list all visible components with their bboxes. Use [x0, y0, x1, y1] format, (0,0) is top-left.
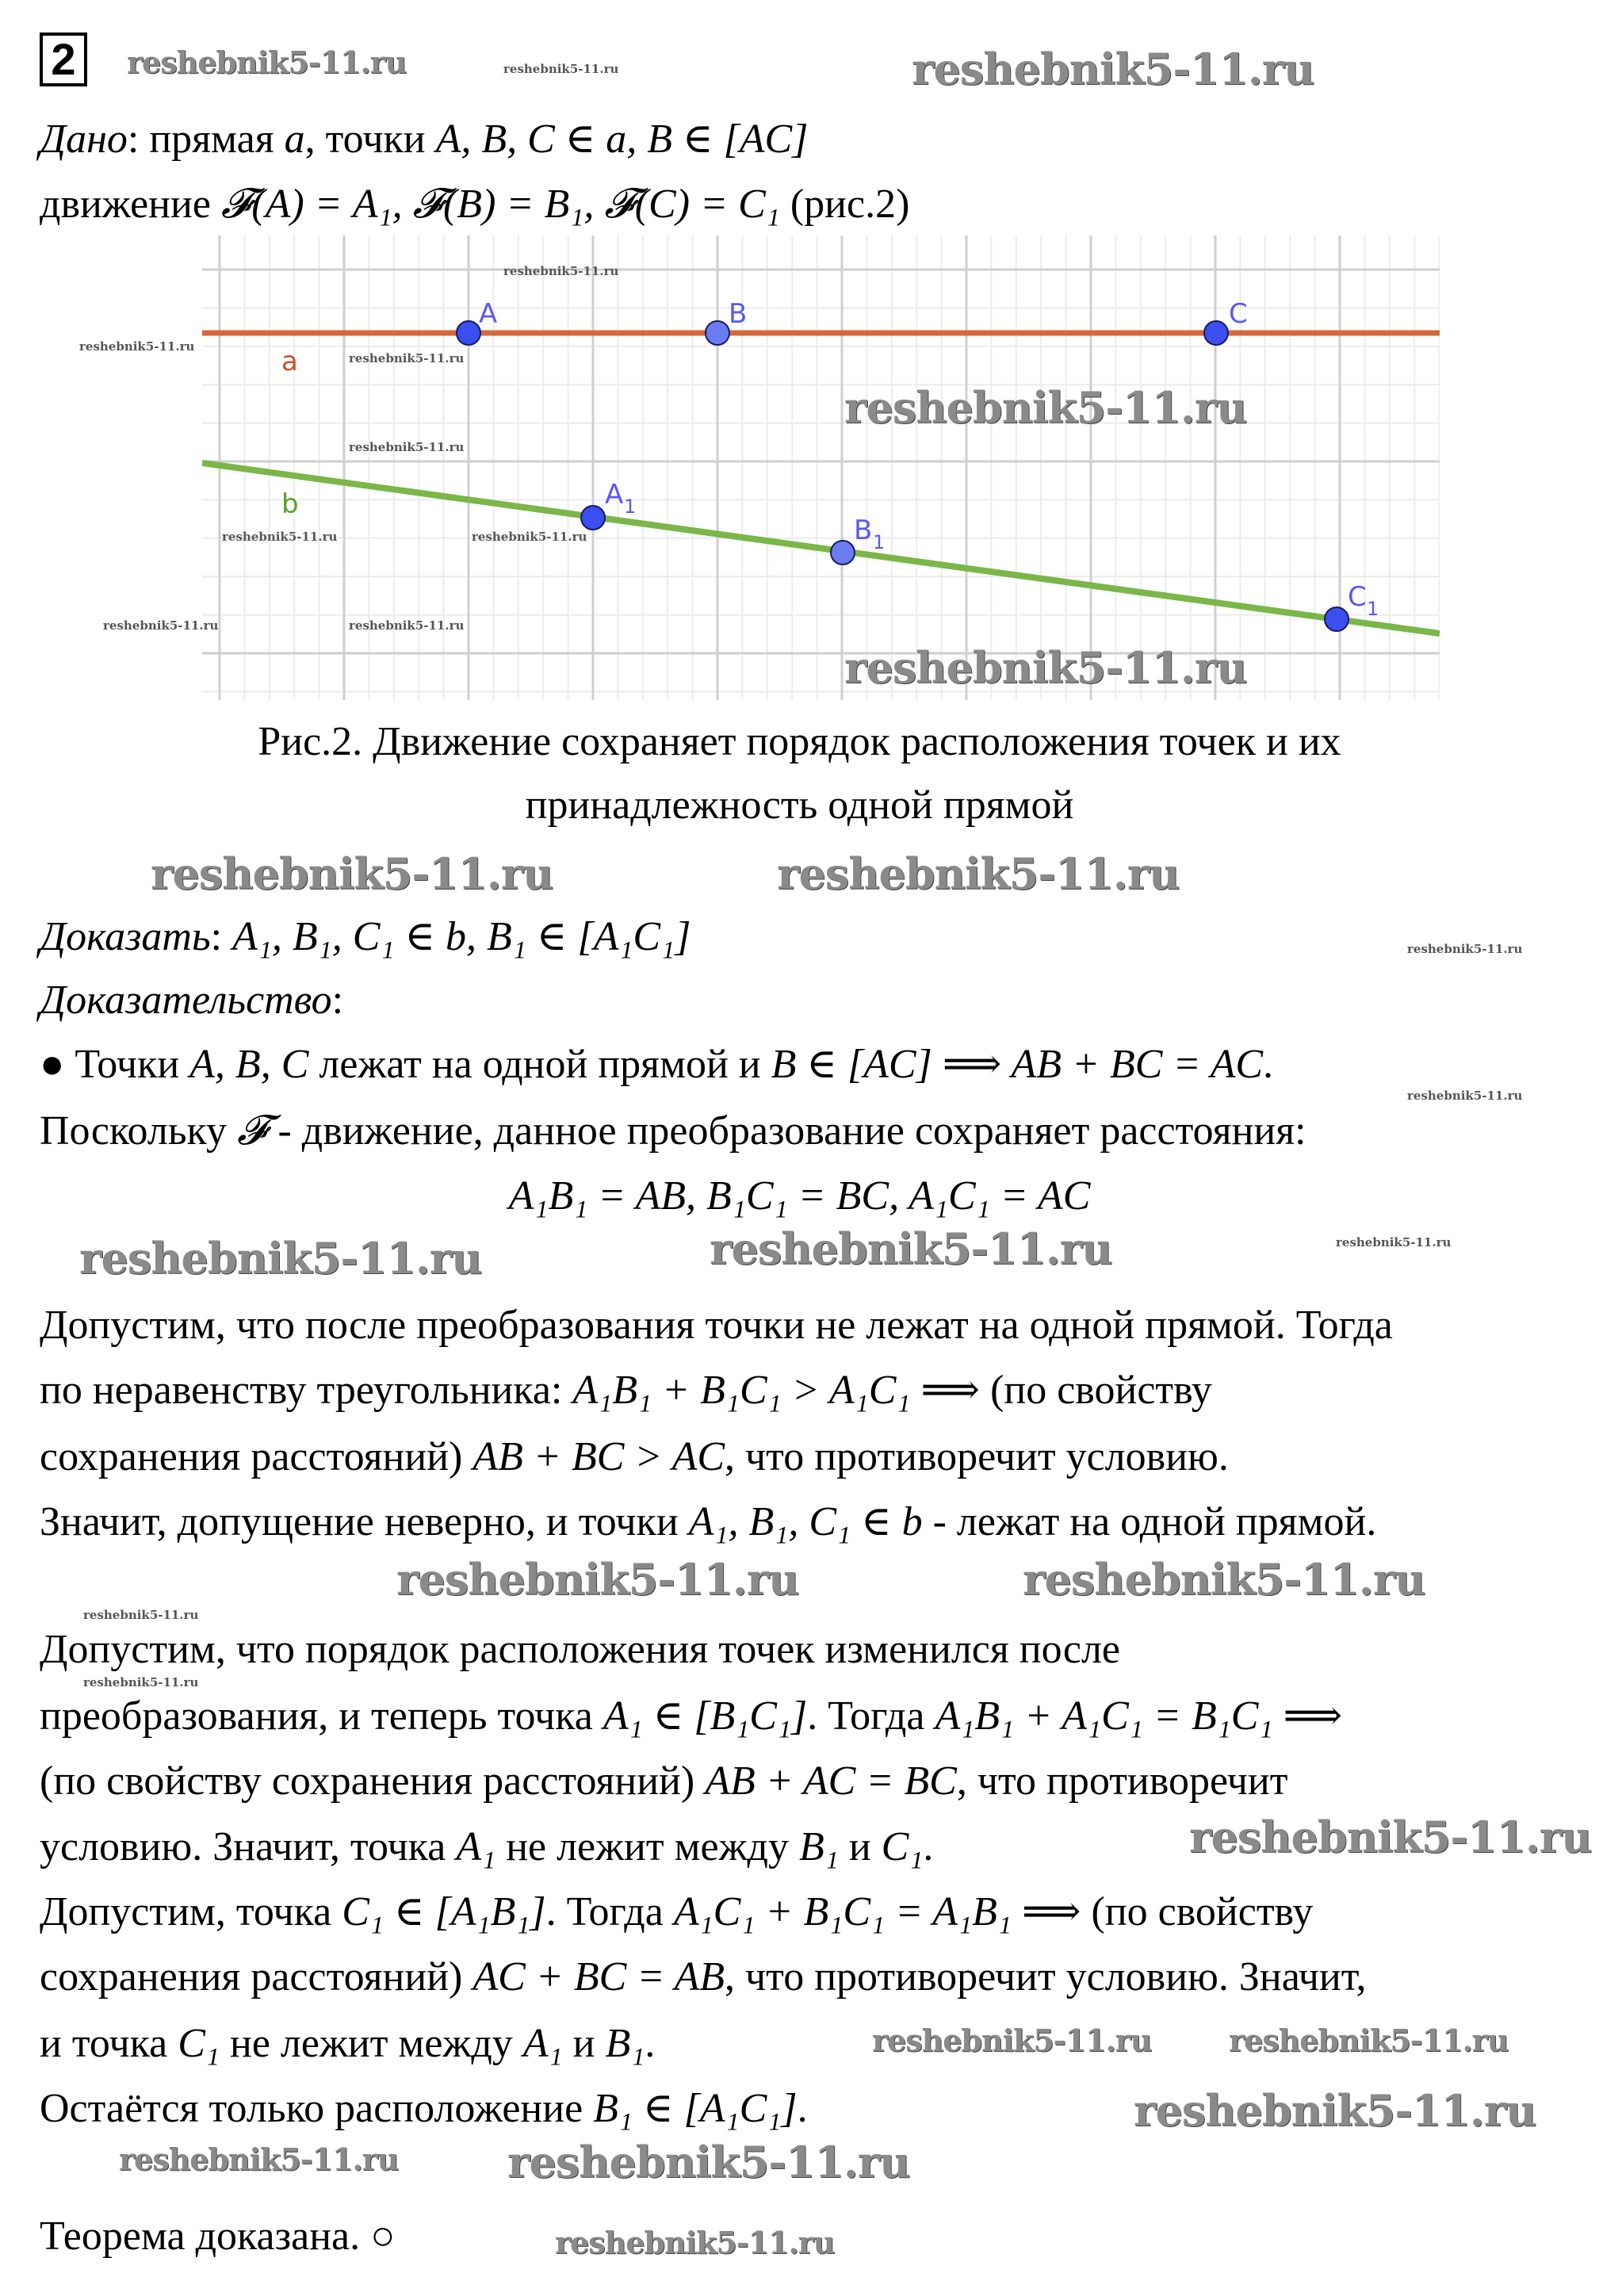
watermark: reshebnik5-11.ru [79, 339, 195, 354]
math-expression: B₁ [798, 1824, 839, 1869]
text-line [40, 1889, 1314, 1934]
watermark: reshebnik5-11.ru [1407, 942, 1523, 956]
text-segment: : [331, 978, 344, 1023]
math-expression: AB + BC > AC [472, 1434, 725, 1479]
text-line [40, 1499, 1377, 1544]
math-expression: B₁ ∈ [A₁C₁] [593, 2086, 798, 2131]
math-expression: 𝓕(A) = A₁, 𝓕(B) = B₁, 𝓕(C) = C₁ [220, 182, 780, 227]
watermark: reshebnik5-11.ru [222, 530, 338, 544]
watermark: reshebnik5-11.ru [79, 1233, 482, 1284]
text-line [40, 1693, 1343, 1739]
watermark: reshebnik5-11.ru [507, 2137, 910, 2187]
text-segment: , что противоречит условию. Значит, [725, 1954, 1367, 1999]
watermark: reshebnik5-11.ru [349, 618, 465, 633]
watermark: reshebnik5-11.ru [119, 2141, 399, 2177]
point-a1 [581, 506, 605, 530]
text-line [40, 1954, 1367, 1999]
text-line [40, 1370, 1212, 1411]
math-expression: B₁ [605, 2021, 645, 2066]
text-segment: . [797, 2086, 808, 2131]
text-segment: Допустим, что порядок расположения точек изменился после [40, 1627, 1120, 1672]
math-expression: A₁B₁ + A₁C₁ = B₁C₁ ⟹ [935, 1693, 1343, 1739]
text-line [40, 1108, 1306, 1154]
math-expression: A₁B₁ + B₁C₁ > A₁C₁ ⟹ [572, 1368, 981, 1413]
point-label: C [1229, 298, 1248, 330]
text-segment: ● Точки [40, 1042, 190, 1087]
watermark: reshebnik5-11.ru [83, 1675, 199, 1689]
point-a [457, 321, 480, 345]
math-expression: 𝓕 [237, 1108, 268, 1154]
math-expression: AC + BC = AB [472, 1954, 725, 1999]
text-segment: (по свойству [1081, 1889, 1314, 1934]
text-segment: принадлежность одной прямой [525, 783, 1074, 828]
text-segment: Рис.2. Движение сохраняет порядок расположения точек и их [258, 719, 1341, 764]
math-expression: A₁ [522, 2021, 563, 2066]
text-segment: не лежит между [220, 2021, 523, 2066]
text-segment: Доказательство [40, 978, 332, 1023]
watermark: reshebnik5-11.ru [349, 351, 465, 365]
watermark: reshebnik5-11.ru [777, 848, 1180, 899]
text-line [0, 1173, 1599, 1219]
watermark: reshebnik5-11.ru [912, 44, 1314, 94]
text-segment: по неравенству треугольника: [40, 1368, 573, 1413]
text-segment: сохранения расстояний) [40, 1434, 473, 1479]
text-segment: лежат на одной прямой и [308, 1042, 771, 1087]
math-expression: AB + AC = BC [705, 1758, 957, 1804]
text-segment: движение [40, 182, 221, 227]
math-expression: C₁ ∈ [A₁B₁] [342, 1889, 546, 1934]
text-segment: , точки [304, 117, 436, 162]
math-expression: A₁, B₁, C₁ ∈ b, B₁ ∈ [A₁C₁] [232, 914, 691, 959]
math-expression: A₁ [456, 1824, 496, 1869]
point-b [706, 321, 729, 345]
watermark: reshebnik5-11.ru [1229, 2022, 1509, 2058]
watermark: reshebnik5-11.ru [1336, 1235, 1452, 1249]
text-line [40, 2023, 655, 2064]
watermark: reshebnik5-11.ru [83, 1608, 199, 1622]
text-segment: . [923, 1824, 934, 1869]
watermark: reshebnik5-11.ru [1189, 1812, 1592, 1862]
text-segment: (по свойству [980, 1368, 1212, 1413]
text-segment: , что противоречит [956, 1758, 1288, 1804]
point-c [1204, 321, 1228, 345]
text-segment: Теорема доказана. ○ [40, 2214, 396, 2259]
point-b1 [831, 541, 855, 564]
math-expression: A, B, C ∈ a, B ∈ [AC] [435, 117, 809, 162]
task-number: 2 [40, 33, 87, 86]
text-segment: . [1263, 1042, 1274, 1087]
text-line [40, 119, 808, 160]
text-line [40, 980, 343, 1021]
watermark: reshebnik5-11.ru [503, 62, 619, 76]
text-line [40, 1305, 1393, 1346]
watermark: reshebnik5-11.ru [1023, 1554, 1425, 1605]
text-segment: преобразования, и теперь точка [40, 1693, 603, 1739]
text-segment: Поскольку [40, 1108, 238, 1154]
text-segment: Дано [40, 117, 128, 162]
text-segment: и [562, 2021, 606, 2066]
math-expression: C₁ [178, 2021, 220, 2066]
line-b-label: b [281, 488, 299, 520]
text-segment: условию. Значит, точка [40, 1824, 457, 1869]
text-line [40, 916, 690, 958]
text-segment: Допустим, что после преобразования точки не лежат на одной прямой. Тогда [40, 1303, 1393, 1348]
point-label-subscript: 1 [1367, 598, 1379, 620]
text-line [40, 2216, 396, 2257]
line-a-label: a [281, 346, 298, 377]
watermark: reshebnik5-11.ru [103, 618, 219, 633]
math-expression: B ∈ [AC] ⟹ AB + BC = AC [771, 1042, 1264, 1087]
watermark: reshebnik5-11.ru [555, 2225, 835, 2260]
watermark: reshebnik5-11.ru [472, 530, 587, 544]
text-segment: и [838, 1824, 882, 1869]
text-segment: - лежат на одной прямой. [922, 1499, 1377, 1544]
math-expression: A, B, C [189, 1042, 309, 1087]
text-line [40, 1629, 1120, 1670]
text-line [40, 1044, 1273, 1085]
text-line [40, 2088, 808, 2130]
text-segment: . Тогда [545, 1889, 674, 1934]
text-segment: , что противоречит условию. [725, 1434, 1229, 1479]
watermark: reshebnik5-11.ru [396, 1554, 799, 1605]
point-label: C [1348, 581, 1367, 613]
text-segment: Допустим, точка [40, 1889, 342, 1934]
text-line [0, 721, 1599, 763]
watermark: reshebnik5-11.ru [503, 264, 619, 278]
text-segment: - движение, данное преобразование сохраняет расстояния: [267, 1108, 1306, 1154]
text-line [40, 1758, 1288, 1804]
watermark: reshebnik5-11.ru [1134, 2085, 1536, 2136]
text-segment: . [645, 2021, 656, 2066]
line-b [202, 463, 1440, 633]
point-label-subscript: 1 [873, 531, 886, 553]
text-segment: Значит, допущение неверно, и точки [40, 1499, 689, 1544]
watermark: reshebnik5-11.ru [710, 1223, 1112, 1274]
math-expression: A₁C₁ + B₁C₁ = A₁B₁ ⟹ [673, 1889, 1081, 1934]
text-segment: . Тогда [807, 1693, 935, 1739]
text-segment: Остаётся только расположение [40, 2086, 594, 2131]
watermark: reshebnik5-11.ru [151, 848, 553, 899]
text-segment: Доказать [40, 914, 211, 959]
math-expression: C₁ [881, 1824, 924, 1869]
text-segment: : прямая [127, 117, 285, 162]
point-label: A [479, 298, 498, 330]
text-segment: и точка [40, 2021, 178, 2066]
watermark: reshebnik5-11.ru [872, 2022, 1152, 2058]
math-expression: a [284, 117, 305, 162]
math-expression: A₁B₁ = AB, B₁C₁ = BC, A₁C₁ = AC [508, 1173, 1091, 1219]
point-c1 [1325, 607, 1348, 631]
watermark: reshebnik5-11.ru [127, 44, 407, 80]
watermark: reshebnik5-11.ru [349, 440, 465, 454]
text-segment: (рис.2) [779, 182, 910, 227]
text-segment: (по свойству сохранения расстояний) [40, 1758, 706, 1804]
point-label: A [605, 479, 624, 511]
watermark: reshebnik5-11.ru [844, 382, 1247, 433]
point-label: B [729, 298, 748, 330]
text-segment: не лежит между [495, 1824, 799, 1869]
text-line [40, 184, 909, 225]
point-label: B [854, 515, 873, 546]
math-expression: A₁ ∈ [B₁C₁] [602, 1693, 808, 1739]
text-line [0, 785, 1599, 826]
math-expression: A₁, B₁, C₁ ∈ b [688, 1499, 923, 1544]
text-line [40, 1824, 934, 1869]
text-line [40, 1434, 1229, 1479]
text-segment: : [210, 914, 233, 959]
watermark: reshebnik5-11.ru [1407, 1089, 1523, 1103]
point-label-subscript: 1 [624, 496, 637, 518]
text-segment: сохранения расстояний) [40, 1954, 473, 1999]
watermark: reshebnik5-11.ru [844, 642, 1247, 693]
